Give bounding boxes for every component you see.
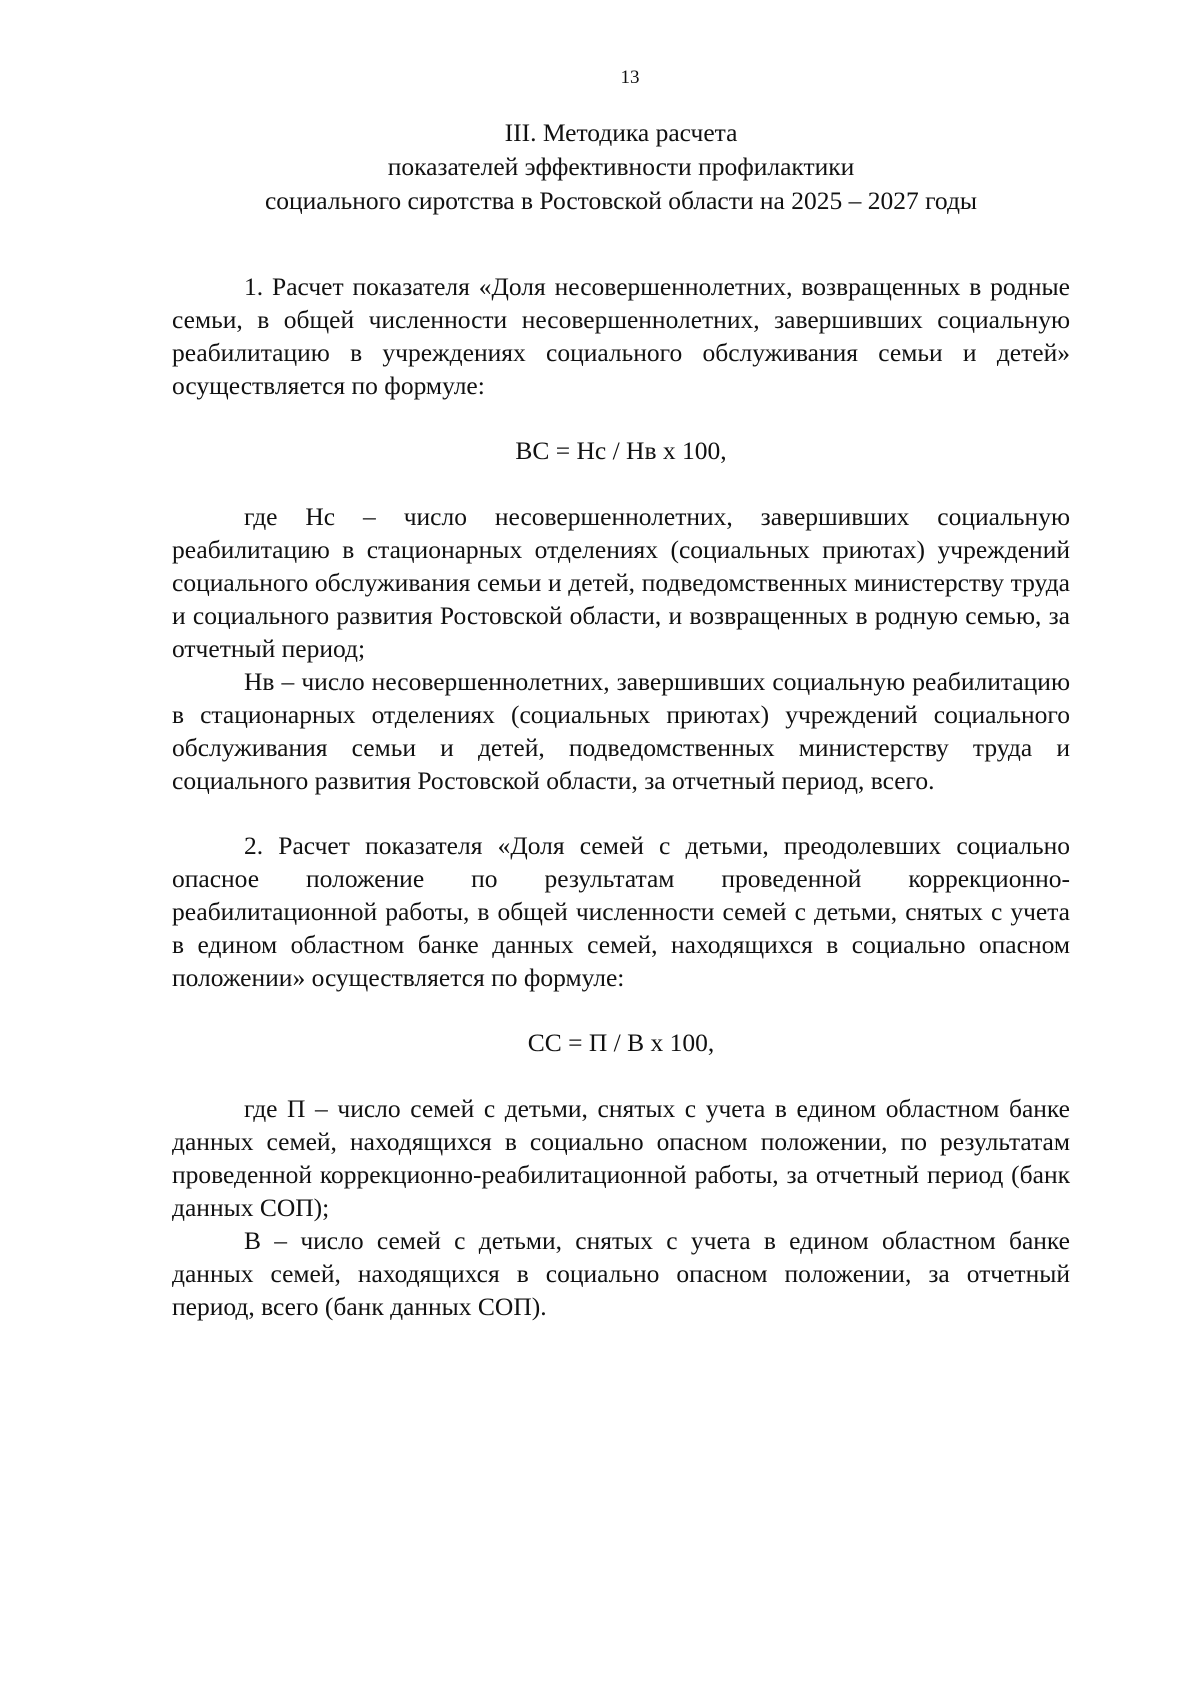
title-line-2: показателей эффективности профилактики [387, 152, 855, 181]
section-1-definition-nc: где Нс – число несовершеннолетних, завершивших социальную реабилитацию в стационарных отделениях (социальных приютах) учреждений социального обслуживания семьи и детей, подведомственных министерству труда и социального развития Ростовской области, и возвращенных в родную семью, за отчетный период; [172, 502, 1070, 663]
section-2-intro: 2. Расчет показателя «Доля семей с детьми, преодолевших социально опасное положение по результатам проведенной коррекционно-реабилитационной работы, в общей численности семей с детьми, снятых с учета в едином областном банке данных семей, находящихся в социально опасном положении» осуществляется по формуле: [172, 831, 1070, 992]
section-1-definition-nv: Нв – число несовершеннолетних, завершивших социальную реабилитацию в стационарных отделениях (социальных приютах) учреждений социального обслуживания семьи и детей, подведомственных министерству труда и социального развития Ростовской области, за отчетный период, всего. [172, 667, 1070, 795]
formula-1: ВС = Нс / Нв x 100, [515, 436, 727, 465]
section-2-definition-p: где П – число семей с детьми, снятых с учета в едином областном банке данных семей, находящихся в социально опасном положении, по результатам проведенной коррекционно-реабилитационной работы, за отчетный период (банк данных СОП); [172, 1094, 1070, 1222]
section-2-definition-v: В – число семей с детьми, снятых с учета в едином областном банке данных семей, находящихся в социально опасном положении, за отчетный период, всего (банк данных СОП). [172, 1226, 1070, 1321]
formula-2: СС = П / В x 100, [527, 1028, 715, 1057]
section-1-intro-block [172, 270, 1070, 402]
section-2-intro-block [172, 829, 1070, 994]
section-1-intro: 1. Расчет показателя «Доля несовершеннолетних, возвращенных в родные семьи, в общей численности несовершеннолетних, завершивших социальную реабилитацию в учреждениях социального обслуживания семьи и детей» осуществляется по формуле: [172, 272, 1070, 400]
page-number: 13 [620, 67, 640, 88]
section-2-definitions [172, 1092, 1070, 1323]
title-line-1: III. Методика расчета [504, 118, 738, 147]
section-title [172, 116, 1070, 218]
title-line-3: социального сиротства в Ростовской области на 2025 – 2027 годы [264, 186, 978, 215]
section-1-definitions [172, 500, 1070, 797]
